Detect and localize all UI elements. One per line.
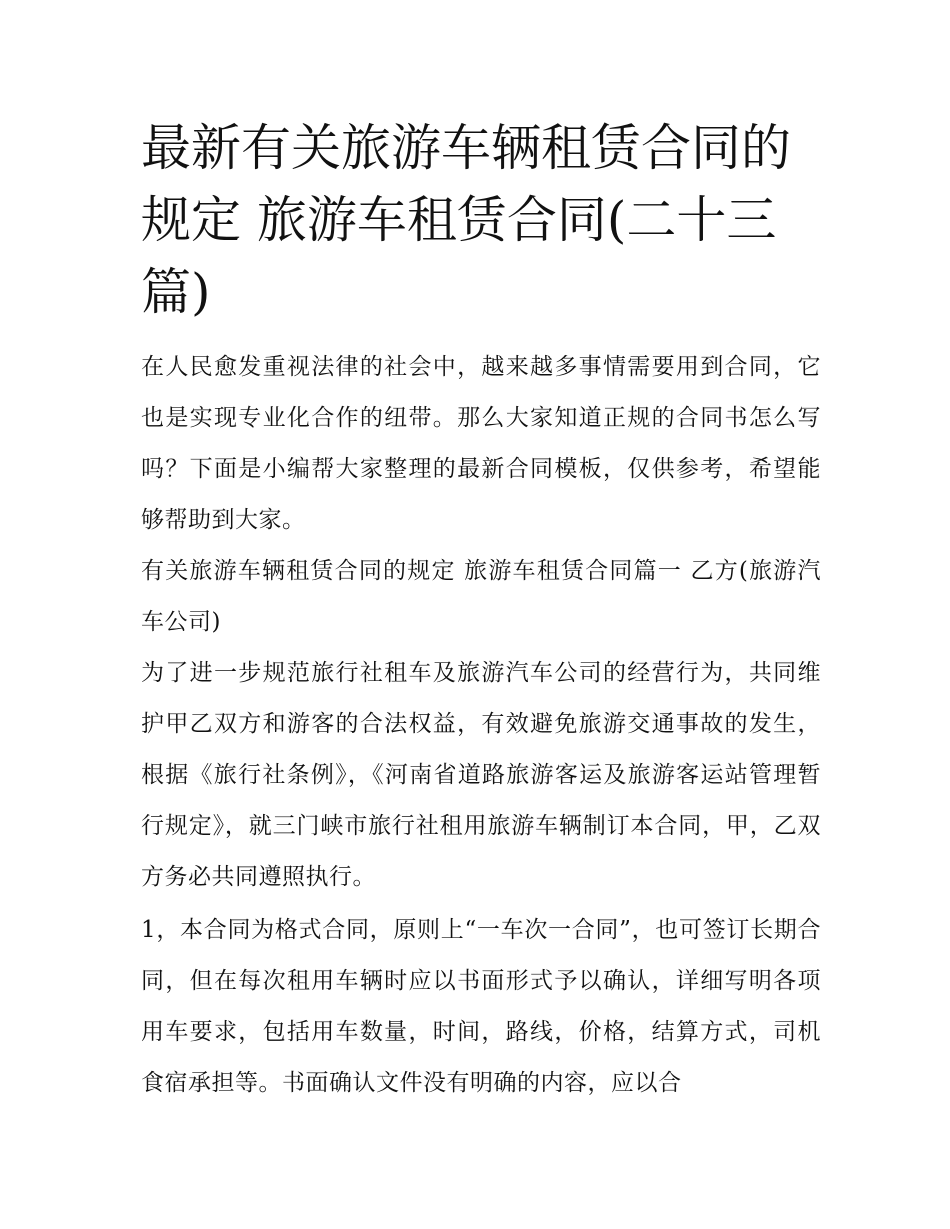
clause-1-paragraph: 1，本合同为格式合同，原则上“一车次一合同”，也可签订长期合同，但在每次租用车辆时应以书面形式予以确认，详细写明各项用车要求，包括用车数量，时间，路线，价格，结算方式，司机食宿承担等。书面确认文件没有明确的内容，应以合 bbox=[141, 917, 821, 1096]
document-title: 最新有关旅游车辆租赁合同的规定 旅游车租赁合同(二十三篇) bbox=[141, 119, 791, 321]
section-heading-paragraph: 有关旅游车辆租赁合同的规定 旅游车租赁合同篇一 乙方(旅游汽车公司) bbox=[141, 558, 821, 635]
purpose-paragraph: 为了进一步规范旅行社租车及旅游汽车公司的经营行为，共同维护甲乙双方和游客的合法权益，有效避免旅游交通事故的发生，根据《旅行社条例》，《河南省道路旅游客运及旅游客运站管理暂行规定》，就三门峡市旅行社租用旅游车辆制订本合同，甲，乙双方务必共同遵照执行。 bbox=[141, 660, 821, 890]
intro-paragraph: 在人民愈发重视法律的社会中，越来越多事情需要用到合同，它也是实现专业化合作的纽带。那么大家知道正规的合同书怎么写吗？下面是小编帮大家整理的最新合同模板，仅供参考，希望能够帮助到大家。 bbox=[141, 354, 821, 533]
document-page bbox=[141, 112, 821, 1109]
